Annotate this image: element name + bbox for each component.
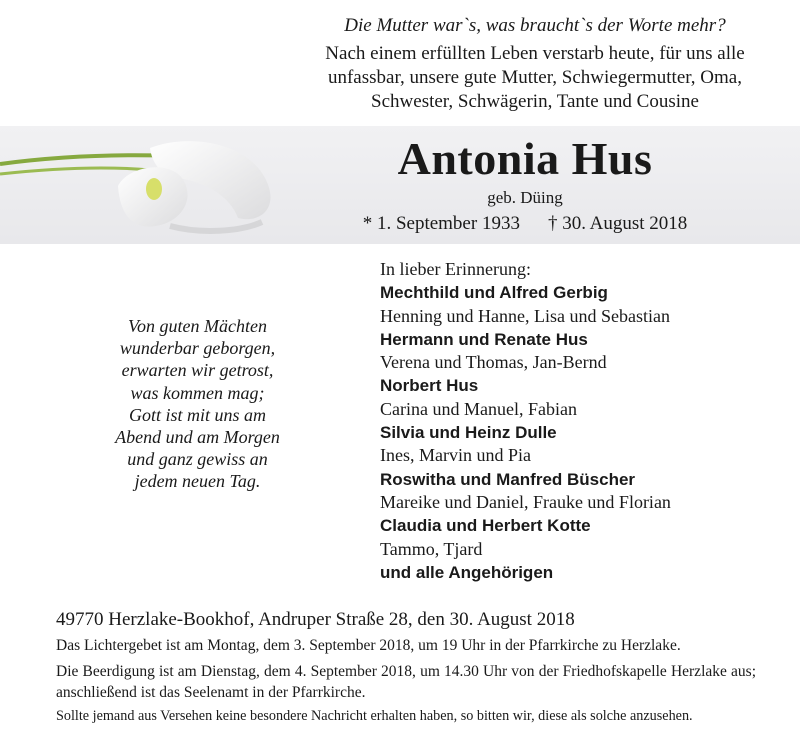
mourners-closing: und alle Angehörigen bbox=[380, 562, 554, 582]
family-members: Mareike und Daniel, Frauke und Florian bbox=[380, 491, 671, 512]
poem-line: Abend und am Morgen bbox=[115, 427, 280, 448]
deceased-name: Antonia Hus bbox=[397, 133, 653, 184]
poem bbox=[90, 315, 305, 493]
poem-line: wunderbar geborgen, bbox=[119, 338, 276, 359]
calla-lily-image bbox=[0, 126, 290, 244]
intro-line: unfassbar, unsere gute Mutter, Schwiegermutter, Oma, bbox=[327, 67, 742, 88]
address-line: 49770 Herzlake-Bookhof, Andruper Straße 28, den 30. August 2018 bbox=[56, 609, 575, 630]
family-name: Norbert Hus bbox=[380, 376, 479, 396]
family-name: Roswitha und Manfred Büscher bbox=[380, 469, 636, 489]
family-members: Verena und Thomas, Jan-Bernd bbox=[380, 352, 607, 373]
poem-line: erwarten wir getrost, bbox=[121, 360, 274, 381]
birth-date: * 1. September 1933 bbox=[362, 213, 520, 234]
lily-stem bbox=[0, 168, 150, 174]
death-date: † 30. August 2018 bbox=[547, 213, 688, 234]
family-members: Tammo, Tjard bbox=[380, 538, 483, 559]
poem-line: was kommen mag; bbox=[130, 382, 265, 403]
intro-quote: Die Mutter war`s, was braucht`s der Worte mehr? bbox=[344, 15, 726, 36]
poem-line: Gott ist mit uns am bbox=[128, 404, 266, 425]
mourners-heading: In lieber Erinnerung: bbox=[380, 259, 531, 279]
no-notice-disclaimer: Sollte jemand aus Versehen keine besondere Nachricht erhalten haben, so bitten wir, diese als solche anzusehen. bbox=[56, 708, 693, 724]
intro-line: Nach einem erfüllten Leben verstarb heute, für uns alle bbox=[325, 43, 745, 64]
funeral-notice: Die Beerdigung ist am Dienstag, dem 4. September 2018, um 14.30 Uhr von der Friedhofskapelle Herzlake aus; anschließend ist das Seelenamt in der Pfarrkirche. bbox=[56, 663, 756, 701]
family-members: Henning und Hanne, Lisa und Sebastian bbox=[380, 305, 670, 326]
family-members: Carina und Manuel, Fabian bbox=[380, 398, 577, 419]
family-name: Mechthild und Alfred Gerbig bbox=[380, 283, 608, 303]
poem-line: jedem neuen Tag. bbox=[134, 471, 261, 492]
lily-spadix bbox=[146, 178, 162, 200]
poem-line: und ganz gewiss an bbox=[127, 449, 268, 470]
prayer-notice: Das Lichtergebet ist am Montag, dem 3. September 2018, um 19 Uhr in der Pfarrkirche zu Herzlake. bbox=[56, 637, 681, 654]
family-name: Silvia und Heinz Dulle bbox=[380, 423, 557, 443]
poem-line: Von guten Mächten bbox=[128, 316, 267, 336]
family-name: Hermann und Renate Hus bbox=[380, 329, 588, 349]
birth-name: geb. Düing bbox=[487, 188, 563, 207]
lily-stem bbox=[0, 155, 175, 164]
lily-shadow bbox=[170, 222, 262, 231]
life-dates bbox=[345, 212, 705, 236]
intro-line: Schwester, Schwägerin, Tante und Cousine bbox=[371, 91, 699, 112]
mourners-list bbox=[380, 258, 780, 584]
intro-text bbox=[300, 42, 770, 114]
family-name: Claudia und Herbert Kotte bbox=[380, 516, 591, 536]
family-members: Ines, Marvin und Pia bbox=[380, 445, 531, 466]
